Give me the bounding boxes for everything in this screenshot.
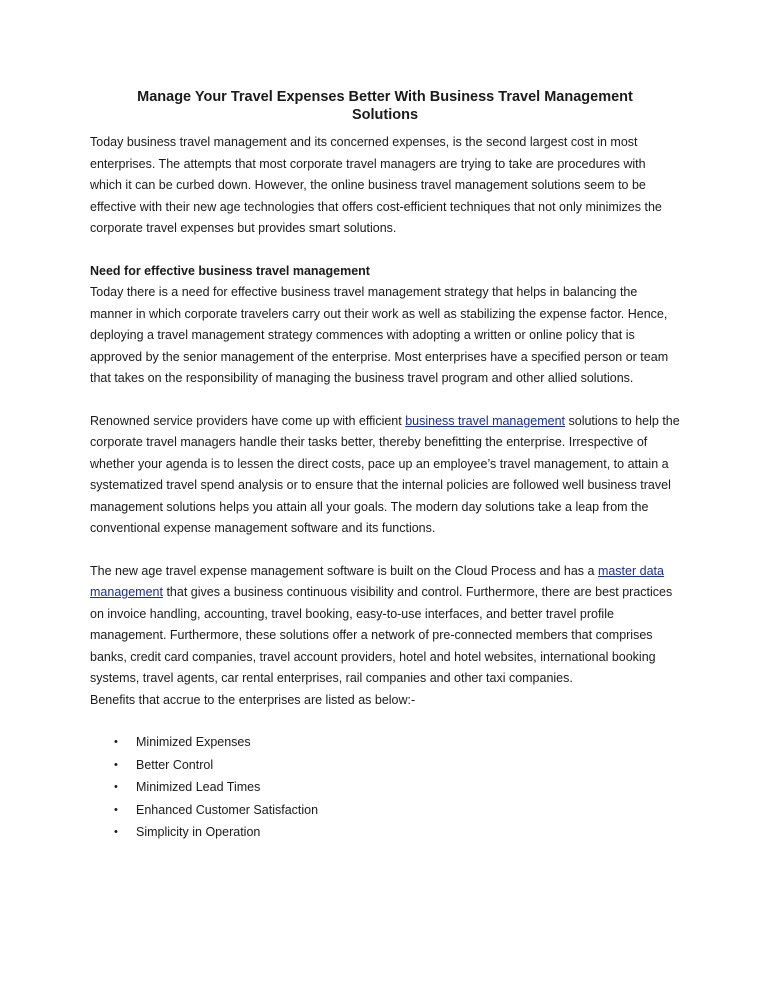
bullet-icon: • [114, 803, 118, 816]
bullet-icon: • [114, 736, 118, 748]
providers-text-after: solutions to help the corporate travel managers handle their tasks better, thereby benefitting the enterprise. Irrespective of whether your agenda is to lessen the direct costs, pace up an employee’s travel management, to attain a systematized travel spend analysis or to ensure that the internal policies are followed well business travel management solutions helps you attain all your goals. The modern day solutions take a leap from the conventional expense management software and its functions. [90, 413, 680, 535]
software-text-before: The new age travel expense management software is built on the Cloud Process and has a [90, 563, 598, 578]
section-heading: Need for effective business travel management [90, 263, 370, 278]
benefits-list [90, 731, 680, 844]
list-item-label: Better Control [136, 757, 214, 772]
list-item [90, 776, 680, 799]
list-item-label: Simplicity in Operation [136, 825, 261, 839]
list-item-label: Minimized Expenses [136, 735, 251, 749]
list-item [90, 754, 680, 777]
benefits-intro: Benefits that accrue to the enterprises are listed as below:- [90, 692, 416, 707]
list-item [90, 731, 680, 754]
bullet-icon: • [114, 826, 118, 838]
intro-paragraph: Today business travel management and its concerned expenses, is the second largest cost in most enterprises. The attempts that most corporate travel managers are trying to take are procedures with which it can be curbed down. However, the online business travel management solutions seem to be effective with their new age technologies that offers cost-efficient techniques that not only minimizes the corporate travel expenses but provides smart solutions. [90, 135, 662, 235]
business-travel-management-link[interactable]: business travel management [405, 413, 566, 428]
list-spacer [90, 711, 680, 731]
providers-text-before: Renowned service providers have come up with efficient [90, 413, 406, 428]
master-data-management-link[interactable]: master data management [90, 563, 664, 599]
software-text-after: that gives a business continuous visibility and control. Furthermore, there are best practices on invoice handling, accounting, travel booking, easy-to-use interfaces, and better travel profile management. Furthermore, these solutions offer a network of pre-connected members that comprises banks, credit card companies, travel account providers, hotel and hotel websites, international booking systems, travel agents, car rental enterprises, rail companies and other taxi companies. [90, 585, 673, 685]
paragraph-spacer [90, 390, 680, 411]
list-item-label: Minimized Lead Times [136, 780, 261, 794]
list-item-label: Enhanced Customer Satisfaction [136, 802, 319, 817]
need-paragraph: Today there is a need for effective business travel management strategy that helps in balancing the manner in which corporate travelers carry out their work as well as stabilizing the expense factor. Hence, deploying a travel management strategy commences with adopting a written or online policy that is approved by the senior management of the enterprise. Most enterprises have a specified person or team that takes on the responsibility of managing the business travel program and other allied solutions. [90, 285, 669, 385]
paragraph-spacer [90, 540, 680, 561]
bullet-icon: • [114, 781, 118, 793]
list-item [90, 799, 680, 822]
document-page [90, 88, 680, 844]
software-paragraph [90, 561, 680, 690]
page-title: Manage Your Travel Expenses Better With Business Travel Management Solutions [137, 89, 633, 123]
list-item [90, 821, 680, 844]
bullet-icon: • [114, 758, 118, 771]
providers-paragraph [90, 411, 680, 540]
paragraph-spacer [90, 240, 680, 261]
